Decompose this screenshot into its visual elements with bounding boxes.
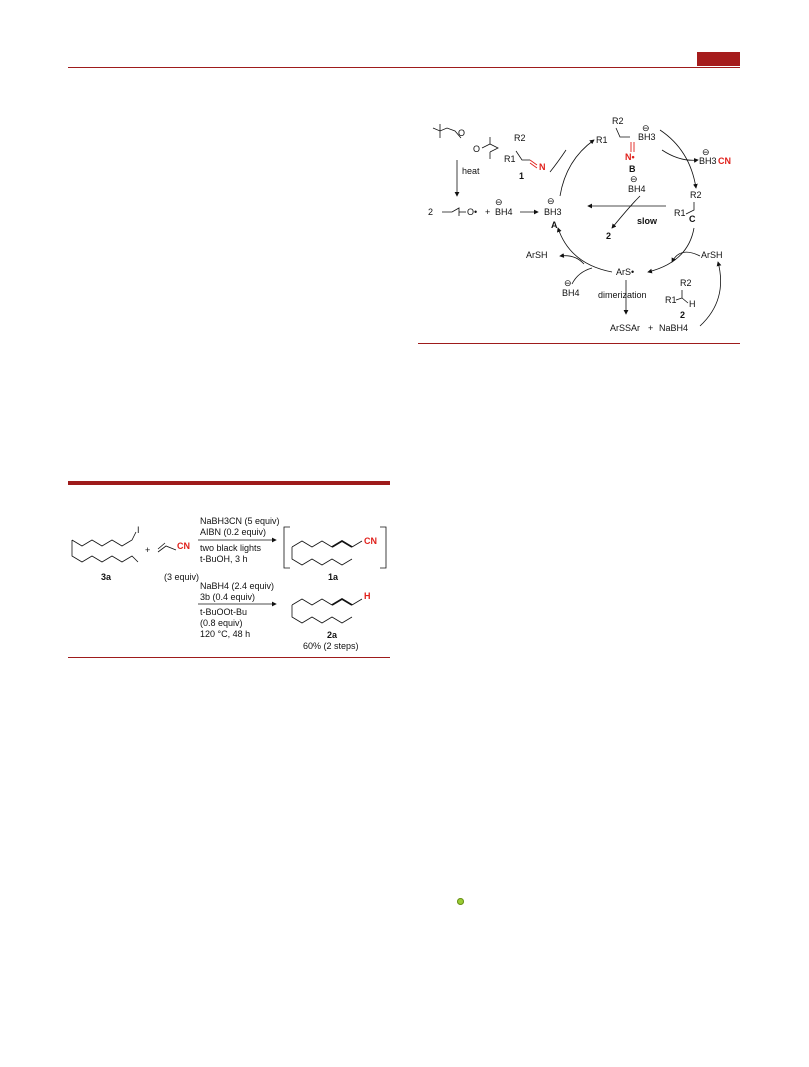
r2-label-B: R2 — [612, 116, 624, 126]
label-2a: 2a — [327, 630, 338, 640]
scheme-reaction — [72, 516, 386, 651]
dimerization-label: dimerization — [598, 290, 647, 300]
minus-charge-bh4-3: ⊖ — [564, 278, 572, 288]
label-3a: 3a — [101, 572, 112, 582]
reagent-2-line-4: (0.8 equiv) — [200, 618, 243, 628]
coefficient-2: 2 — [428, 207, 434, 217]
arrow-arsh-right — [672, 252, 700, 262]
minus-charge-bh3cn: ⊖ — [702, 147, 710, 157]
r2-label-1: R2 — [514, 133, 526, 143]
arc-A-to-B — [560, 140, 594, 196]
arssar-label: ArSSAr — [610, 323, 641, 333]
chain-2a-bottom — [292, 605, 352, 623]
n-label-1: N — [539, 162, 546, 172]
n-radical-B: N• — [625, 152, 635, 162]
reagent-1-line-3: two black lights — [200, 543, 262, 553]
r1-label-1: R1 — [504, 154, 516, 164]
bh4-bottom: BH4 — [562, 288, 580, 298]
chain-3a-bottom — [72, 540, 138, 562]
arc-B-to-C — [660, 130, 696, 188]
reagent-1-line-4: t-BuOH, 3 h — [200, 554, 248, 564]
iodide-label: I — [137, 525, 140, 535]
label-B: B — [629, 164, 636, 174]
reagent-1-line-2: AIBN (0.2 equiv) — [200, 527, 267, 537]
bracket-left — [284, 527, 290, 568]
minus-charge-A: ⊖ — [547, 196, 555, 206]
arrow-to-arsh — [560, 256, 584, 264]
cn-label: CN — [177, 541, 190, 551]
arc-C-to-ArS — [648, 228, 694, 272]
reagent-2-line-2: 3b (0.4 equiv) — [200, 592, 256, 602]
chain-1a-bottom — [292, 547, 352, 565]
chain-3a-top — [72, 532, 136, 546]
r1-label-B: R1 — [596, 135, 608, 145]
minus-charge-B: ⊖ — [642, 123, 650, 133]
heat-label: heat — [462, 166, 480, 176]
h-label-2: H — [689, 299, 696, 309]
equiv-label: (3 equiv) — [164, 572, 200, 582]
bh3cn-cn: CN — [718, 156, 731, 166]
chain-2a-top — [292, 599, 332, 605]
tbuo-label: O• — [467, 207, 478, 217]
peroxide-right — [482, 144, 498, 152]
r2-label-C: R2 — [690, 190, 702, 200]
h-label-2a: H — [364, 591, 371, 601]
chain-1a-top — [292, 541, 332, 547]
label-A: A — [551, 220, 558, 230]
reagent-1-line-1: NaBH3CN (5 equiv) — [200, 516, 280, 526]
minus-charge-1: ⊖ — [495, 197, 503, 207]
cn-label-1a: CN — [364, 536, 377, 546]
arrow-nabh4-to-arsh — [700, 262, 721, 326]
r1-label-2: R1 — [665, 295, 677, 305]
plus-arssar: + — [648, 323, 654, 333]
reagent-2-line-5: 120 °C, 48 h — [200, 629, 251, 639]
label-1: 1 — [519, 171, 525, 181]
label-C: C — [689, 214, 696, 224]
ars-radical: ArS• — [616, 267, 635, 277]
bh4-label-1: BH4 — [495, 207, 513, 217]
bh3-A: BH3 — [544, 207, 562, 217]
plus-cycle: + — [485, 207, 491, 217]
arrow-bh3cn — [662, 150, 698, 160]
bh3-B: BH3 — [638, 132, 656, 142]
label-1a: 1a — [328, 572, 339, 582]
reagent-2-line-1: NaBH4 (2.4 equiv) — [200, 581, 275, 591]
o-label-1: O — [458, 128, 466, 138]
arsh-left: ArSH — [526, 250, 548, 260]
bracket-right — [380, 527, 386, 568]
yield-label: 60% (2 steps) — [303, 641, 359, 651]
r2-label-2: R2 — [680, 278, 692, 288]
label-2-product: 2 — [680, 310, 686, 320]
arc-ArS-to-A — [558, 228, 612, 272]
r1-label-C: R1 — [674, 208, 686, 218]
nabh4-label: NaBH4 — [659, 323, 689, 333]
peroxide-left — [433, 128, 461, 138]
arrow-to-2 — [612, 196, 640, 228]
minus-charge-bh4-slow: ⊖ — [630, 174, 638, 184]
arsh-right: ArSH — [701, 250, 723, 260]
o-label-2: O — [473, 144, 481, 154]
tbuo-radical — [442, 208, 459, 216]
slow-label: slow — [637, 216, 658, 226]
chain-1a-bold — [332, 541, 352, 547]
bh3cn-bh3: BH3 — [699, 156, 717, 166]
reagent-2-line-3: t-BuOOt-Bu — [200, 607, 248, 617]
bh4-slow: BH4 — [628, 184, 646, 194]
plus-sign: + — [145, 545, 151, 555]
label-2-slow: 2 — [606, 231, 612, 241]
catalytic-cycle — [428, 116, 731, 333]
